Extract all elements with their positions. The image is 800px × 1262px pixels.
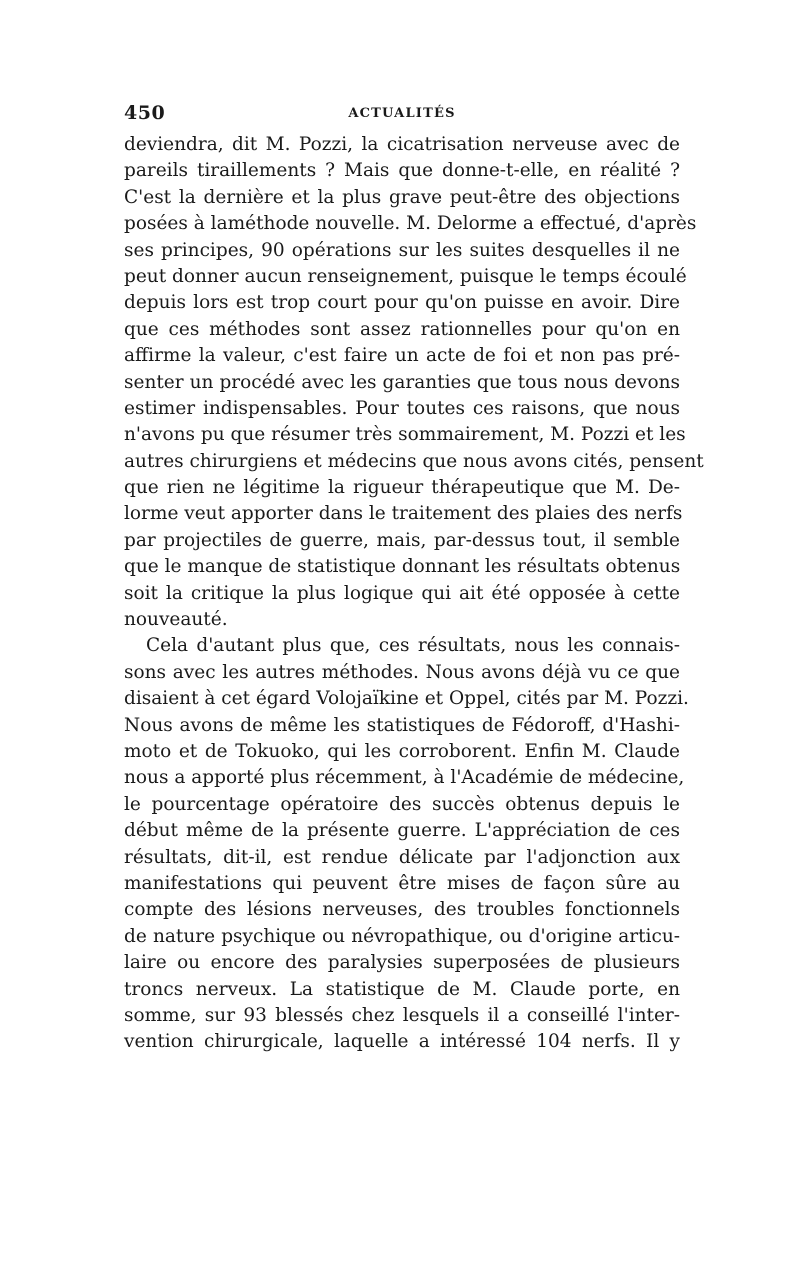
text-line: pareils tiraillements ? Mais que donne-t-elle, en réalité ? xyxy=(124,160,680,182)
paragraph xyxy=(124,132,704,633)
text-line: depuis lors est trop court pour qu'on puisse en avoir. Dire xyxy=(124,292,680,314)
text-line: moto et de Tokuoko, qui les corroborent. Enfin M. Claude xyxy=(124,740,680,762)
text-line: nouveauté. xyxy=(124,609,228,631)
text-line: compte des lésions nerveuses, des troubles fonctionnels xyxy=(124,899,680,921)
page-number: 450 xyxy=(124,102,166,124)
text-line: de nature psychique ou névropathique, ou d'origine articu- xyxy=(124,925,680,947)
text-line: C'est la dernière et la plus grave peut-être des objections xyxy=(124,186,680,208)
running-head xyxy=(124,98,680,132)
text-line: autres chirurgiens et médecins que nous avons cités, pensent xyxy=(124,450,704,472)
book-page xyxy=(124,98,704,1056)
text-line: estimer indispensables. Pour toutes ces raisons, que nous xyxy=(124,397,680,419)
text-line: deviendra, dit M. Pozzi, la cicatrisation nerveuse avec de xyxy=(124,134,680,155)
text-line: manifestations qui peuvent être mises de façon sûre au xyxy=(124,872,680,894)
text-line: senter un procédé avec les garanties que tous nous devons xyxy=(124,371,680,393)
text-line: soit la critique la plus logique qui ait été opposée à cette xyxy=(124,582,680,604)
text-line: n'avons pu que résumer très sommairement, M. Pozzi et les xyxy=(124,424,686,446)
running-title: ACTUALITÉS xyxy=(348,106,456,121)
text-line: lorme veut apporter dans le traitement des plaies des nerfs xyxy=(124,503,683,525)
text-line: ses principes, 90 opérations sur les suites desquelles il ne xyxy=(124,239,680,261)
text-line: peut donner aucun renseignement, puisque le temps écoulé xyxy=(124,265,687,287)
text-line: Cela d'autant plus que, ces résultats, nous les connais- xyxy=(146,635,680,657)
body-text xyxy=(124,132,704,1056)
text-line: laire ou encore des paralysies superposées de plusieurs xyxy=(124,952,680,974)
text-line: Nous avons de même les statistiques de Fédoroff, d'Hashi- xyxy=(124,714,680,736)
text-line: début même de la présente guerre. L'appréciation de ces xyxy=(124,820,680,842)
text-line: sons avec les autres méthodes. Nous avons déjà vu ce que xyxy=(124,661,680,683)
text-line: par projectiles de guerre, mais, par-dessus tout, il semble xyxy=(124,529,680,551)
text-line: nous a apporté plus récemment, à l'Académie de médecine, xyxy=(124,767,685,789)
text-line: affirme la valeur, c'est faire un acte de foi et non pas pré- xyxy=(124,345,680,367)
text-line: disaient à cet égard Volojaïkine et Oppel, cités par M. Pozzi. xyxy=(124,688,689,710)
text-line: posées à laméthode nouvelle. M. Delorme a effectué, d'après xyxy=(124,213,697,235)
text-line: que ces méthodes sont assez rationnelles pour qu'on en xyxy=(124,318,680,340)
text-line: vention chirurgicale, laquelle a intéressé 104 nerfs. Il y xyxy=(124,1031,680,1053)
text-line: que le manque de statistique donnant les résultats obtenus xyxy=(124,556,681,578)
paragraph xyxy=(124,633,689,1055)
text-line: troncs nerveux. La statistique de M. Claude porte, en xyxy=(124,978,680,1000)
text-line: résultats, dit-il, est rendue délicate par l'adjonction aux xyxy=(124,846,680,868)
text-line: le pourcentage opératoire des succès obtenus depuis le xyxy=(124,793,680,815)
text-line: que rien ne légitime la rigueur thérapeutique que M. De- xyxy=(124,477,680,499)
text-line: somme, sur 93 blessés chez lesquels il a conseillé l'inter- xyxy=(124,1004,680,1026)
